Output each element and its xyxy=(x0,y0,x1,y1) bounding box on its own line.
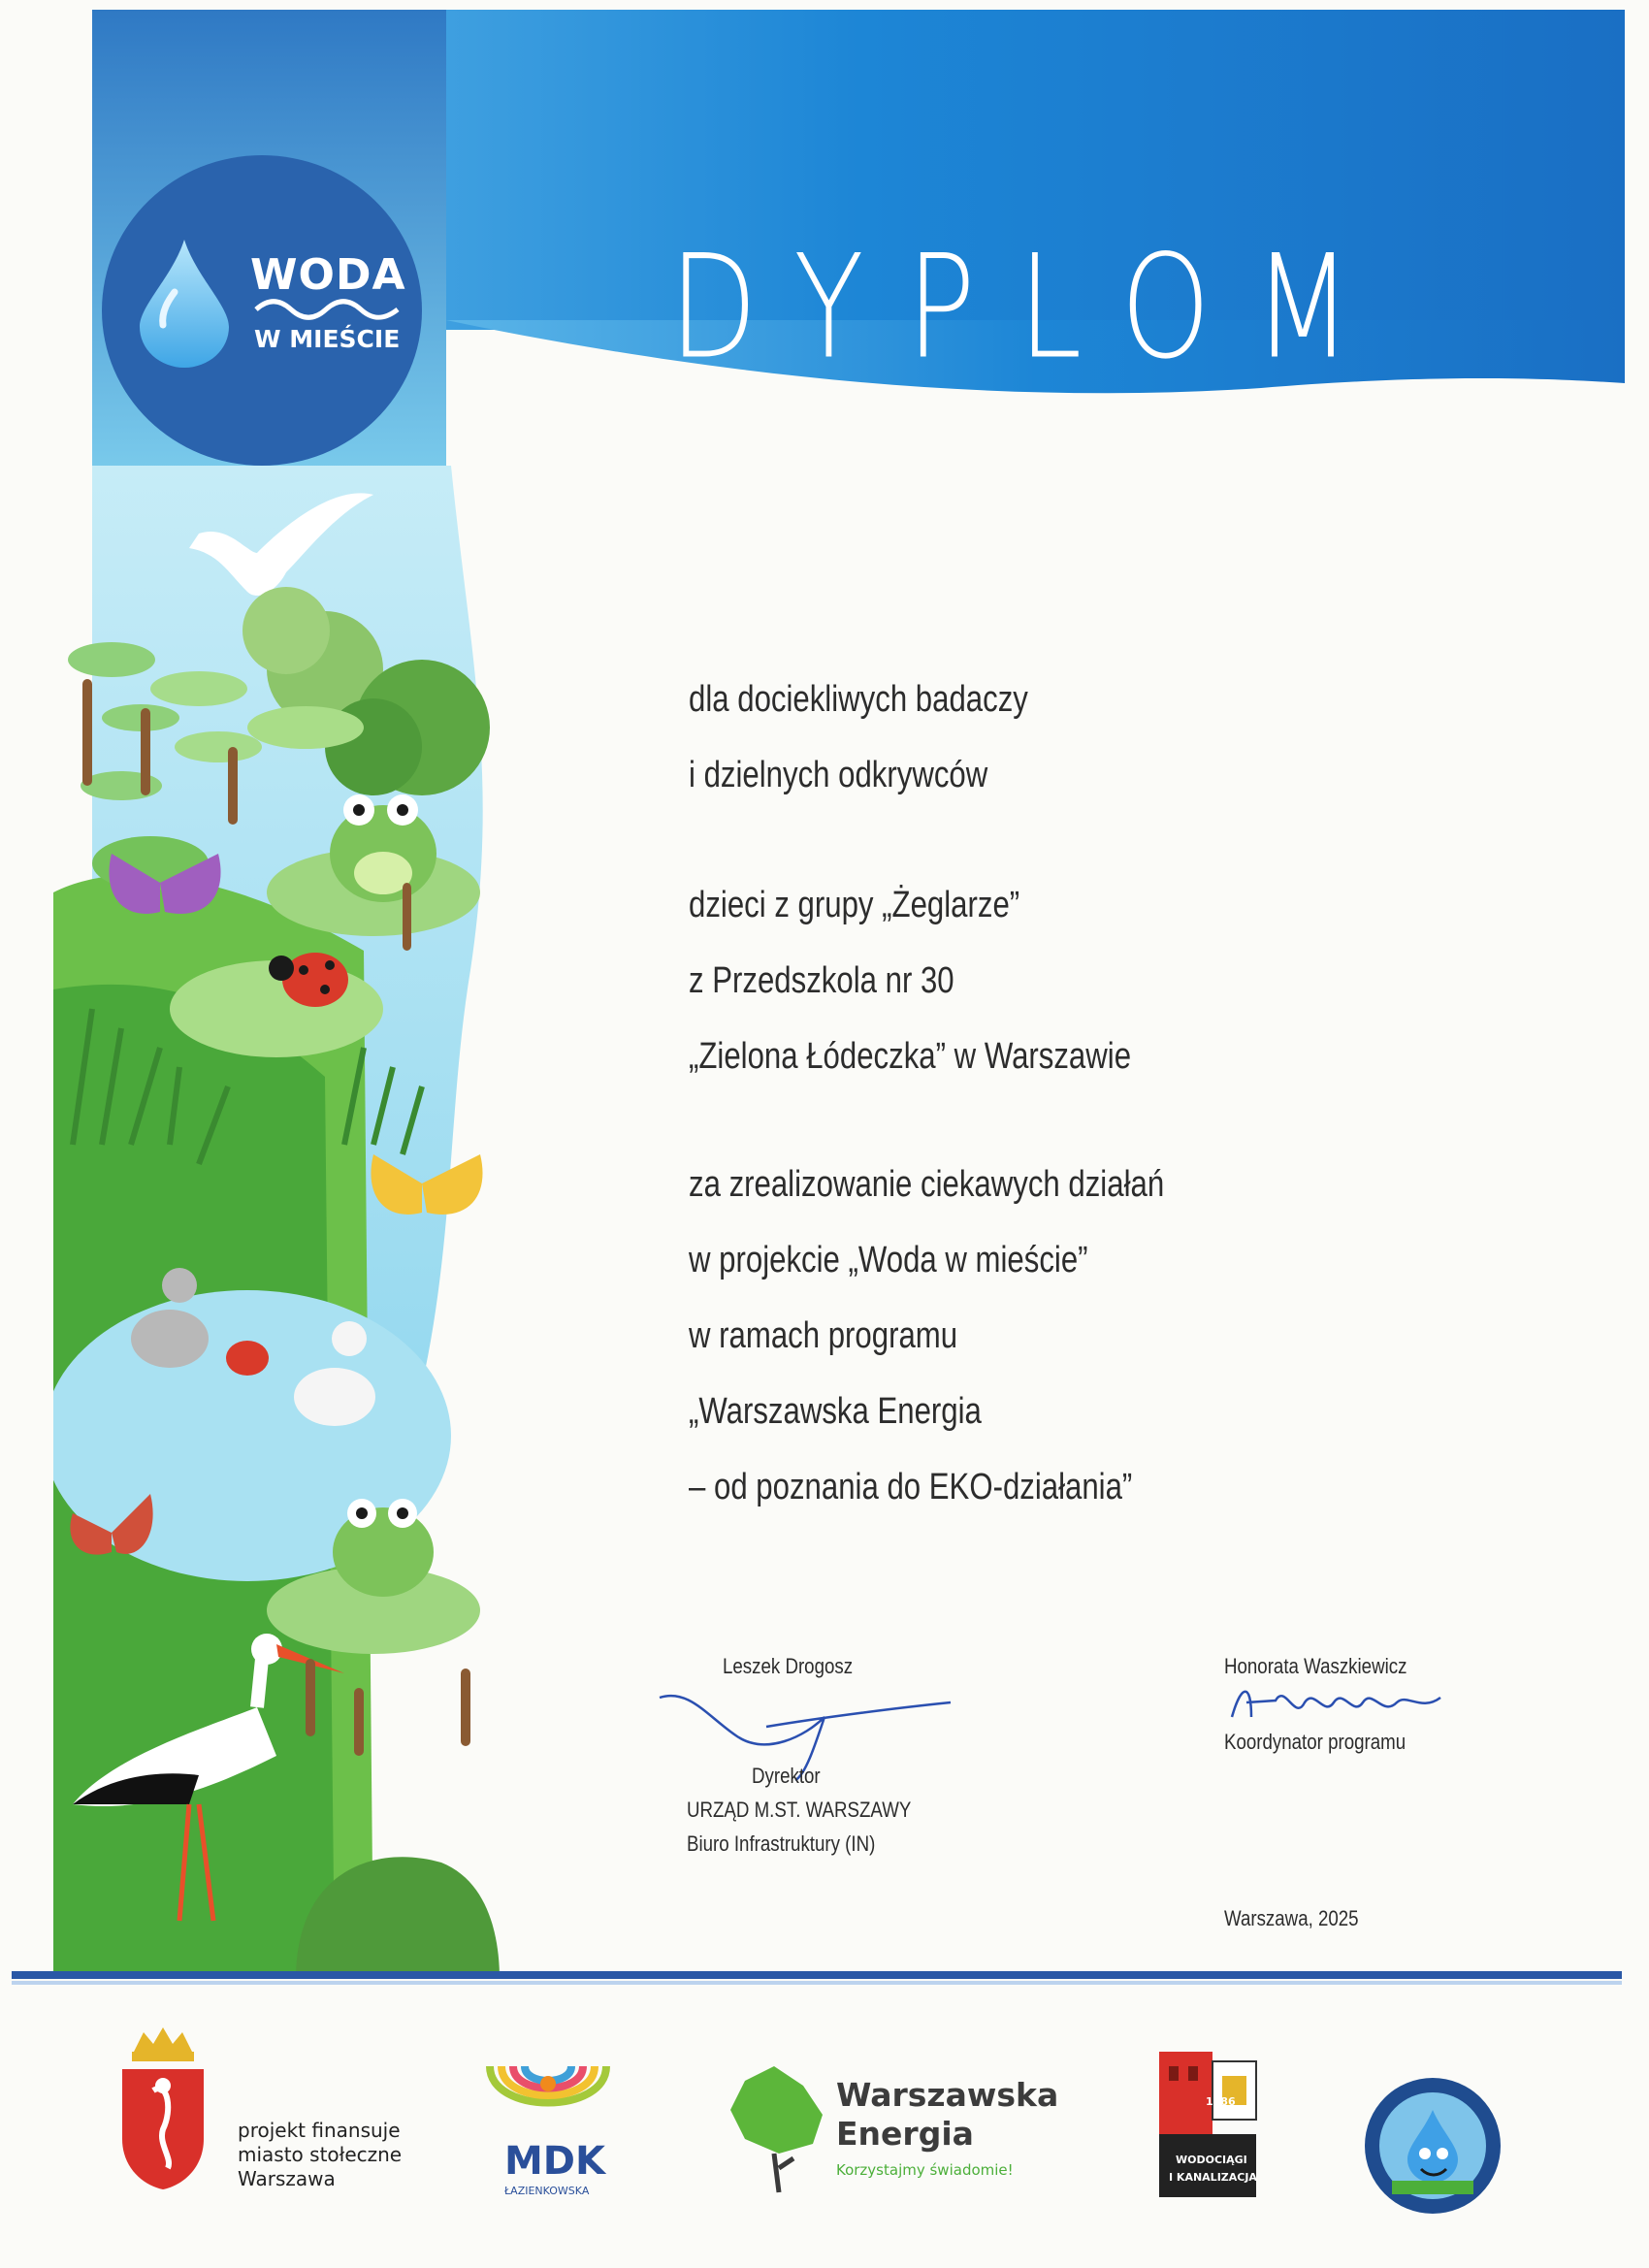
body-line-10: – od poznania do EKO-działania” xyxy=(689,1467,1133,1507)
wave-icon xyxy=(254,299,400,320)
warsaw-coat-of-arms-icon xyxy=(114,2023,211,2192)
funding-text-2: miasto stołeczne xyxy=(238,2143,403,2166)
body-line-8: w ramach programu xyxy=(689,1315,958,1356)
funding-text-3: Warszawa xyxy=(238,2167,336,2190)
place-date: Warszawa, 2025 xyxy=(1224,1906,1359,1930)
mpwik-logo-icon xyxy=(1149,2042,1266,2212)
mdk-sub: ŁAZIENKOWSKA xyxy=(504,2185,590,2197)
body-line-7: w projekcie „Woda w mieście” xyxy=(689,1240,1088,1280)
right-signature xyxy=(1227,1673,1450,1732)
left-signer-name: Leszek Drogosz xyxy=(723,1654,854,1678)
warszawska-energia-line1: Warszawska xyxy=(836,2076,1059,2114)
warszawska-energia-tree-icon xyxy=(726,2061,832,2197)
warszawska-energia-line2: Energia xyxy=(836,2115,974,2153)
mpwik-year: 1886 xyxy=(1206,2095,1236,2108)
body-line-5: „Zielona Łódeczka” w Warszawie xyxy=(689,1036,1132,1077)
warszawska-energia-slogan: Korzystajmy świadomie! xyxy=(836,2161,1014,2179)
water-drop-icon xyxy=(136,238,233,369)
body-line-2: i dzielnych odkrywców xyxy=(689,755,988,795)
mdk-name: MDK xyxy=(504,2139,606,2184)
logo-word-w-miescie: W MIEŚCIE xyxy=(254,325,401,353)
logo-word-woda: WODA xyxy=(250,250,406,300)
body-line-3: dzieci z grupy „Żeglarze” xyxy=(689,885,1020,925)
body-line-1: dla dociekliwych badaczy xyxy=(689,679,1028,720)
mpwik-line2: I KANALIZACJA xyxy=(1169,2171,1257,2184)
right-signer-name: Honorata Waszkiewicz xyxy=(1224,1654,1407,1678)
body-line-6: za zrealizowanie ciekawych działań xyxy=(689,1164,1165,1205)
funding-text-1: projekt finansuje xyxy=(238,2119,401,2142)
right-signer-role: Koordynator programu xyxy=(1224,1730,1406,1754)
footer-divider-light xyxy=(12,1981,1622,1985)
mpwik-line1: WODOCIĄGI xyxy=(1176,2154,1247,2166)
program-badge-icon xyxy=(1363,2076,1504,2217)
left-signer-org-2: Biuro Infrastruktury (IN) xyxy=(687,1831,876,1856)
nature-illustration xyxy=(53,466,500,1979)
left-signer-org-1: URZĄD M.ST. WARSZAWY xyxy=(687,1798,912,1822)
body-line-4: z Przedszkola nr 30 xyxy=(689,960,954,1001)
diploma-title: DYPLOM xyxy=(669,223,1395,391)
footer-divider xyxy=(12,1971,1622,1979)
body-line-9: „Warszawska Energia xyxy=(689,1391,982,1432)
left-signer-role: Dyrektor xyxy=(752,1764,821,1788)
mdk-logo-icon xyxy=(480,2057,616,2144)
